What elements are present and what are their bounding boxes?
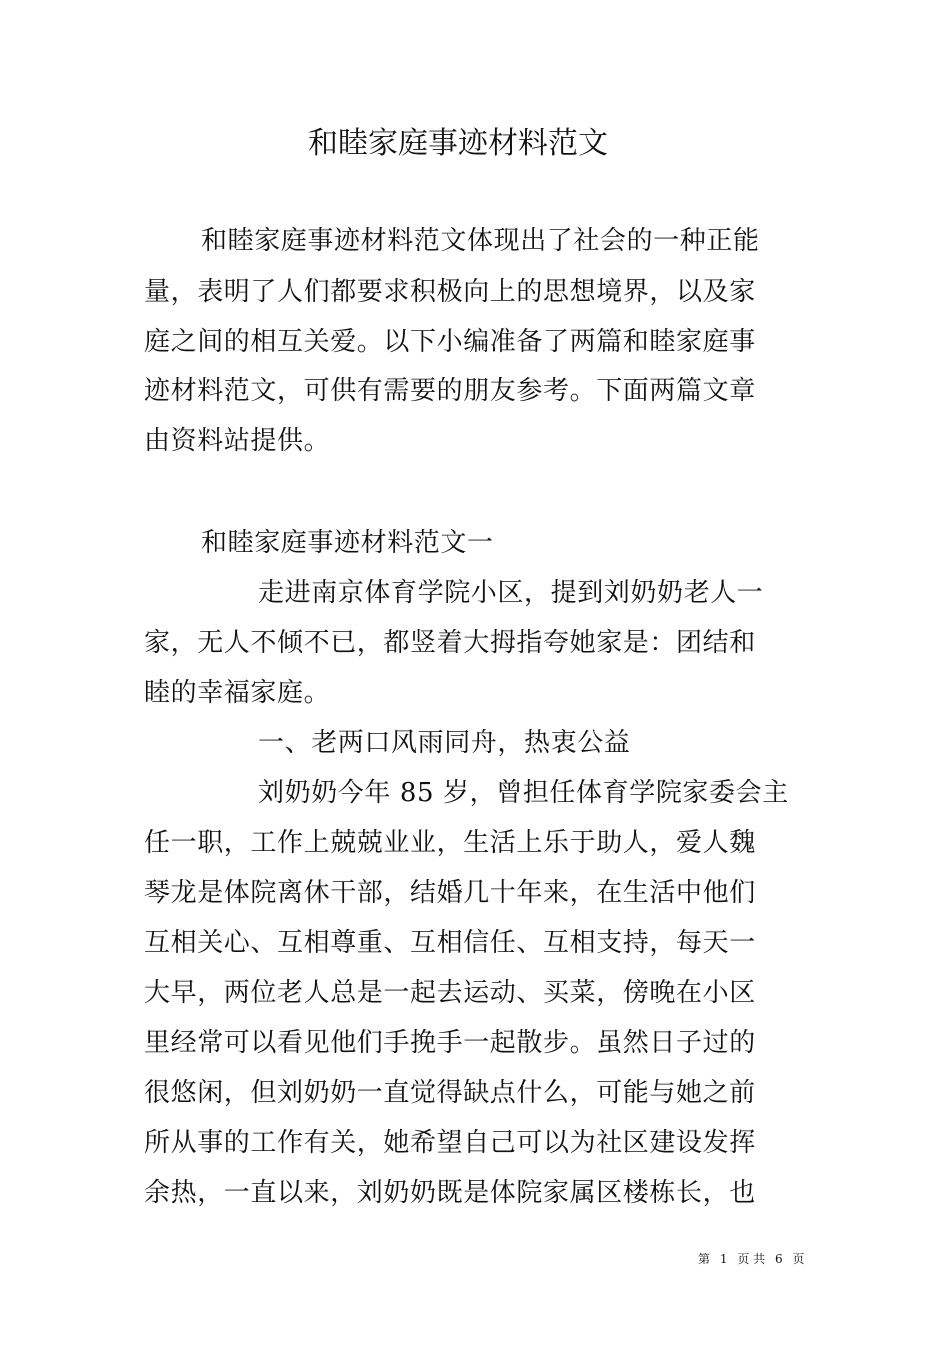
- para2-line-6: 里经常可以看见他们手挽手一起散步。虽然日子过的: [144, 1028, 756, 1058]
- subheading: 一、老两口风雨同舟，热衷公益: [258, 728, 631, 758]
- para1-line-3: 睦的幸福家庭。: [144, 678, 331, 708]
- intro-line-3: 庭之间的相互关爱。以下小编准备了两篇和睦家庭事: [144, 327, 756, 357]
- section-heading: 和睦家庭事迹材料范文一: [201, 528, 494, 558]
- page-counter-suffix: 页: [792, 1252, 805, 1266]
- para1-line-1: 走进南京体育学院小区，提到刘奶奶老人一: [258, 578, 764, 608]
- page-counter-middle: 页 共: [737, 1252, 766, 1266]
- intro-line-2: 量，表明了人们都要求积极向上的思想境界，以及家: [144, 277, 756, 307]
- page-counter-prefix: 第: [698, 1252, 711, 1266]
- para2-line-7: 很悠闲，但刘奶奶一直觉得缺点什么，可能与她之前: [144, 1078, 756, 1108]
- intro-line-1: 和睦家庭事迹材料范文体现出了社会的一种正能: [201, 226, 760, 256]
- para2-line-8: 所从事的工作有关，她希望自己可以为社区建设发挥: [144, 1128, 756, 1158]
- para2-line-4: 互相关心、互相尊重、互相信任、互相支持，每天一: [144, 928, 756, 958]
- para2-line-2: 任一职，工作上兢兢业业，生活上乐于助人，爱人魏: [144, 828, 756, 858]
- intro-line-4: 迹材料范文，可供有需要的朋友参考。下面两篇文章: [144, 376, 756, 406]
- para2-line-9: 余热，一直以来，刘奶奶既是体院家属区楼栋长，也: [144, 1178, 756, 1208]
- document-title: 和睦家庭事迹材料范文: [308, 126, 608, 161]
- intro-line-5: 由资料站提供。: [144, 426, 331, 456]
- para2-line-3: 琴龙是体院离休干部，结婚几十年来，在生活中他们: [144, 878, 756, 908]
- page-counter: [698, 1251, 810, 1267]
- para2-line-5: 大早，两位老人总是一起去运动、买菜，傍晚在小区: [144, 978, 756, 1008]
- para2-line-1: 刘奶奶今年 85 岁，曾担任体育学院家委会主: [258, 778, 789, 808]
- para1-line-2: 家，无人不倾不已，都竖着大拇指夸她家是：团结和: [144, 628, 756, 658]
- total-pages: 6: [774, 1252, 783, 1266]
- page-number: 1: [719, 1252, 728, 1266]
